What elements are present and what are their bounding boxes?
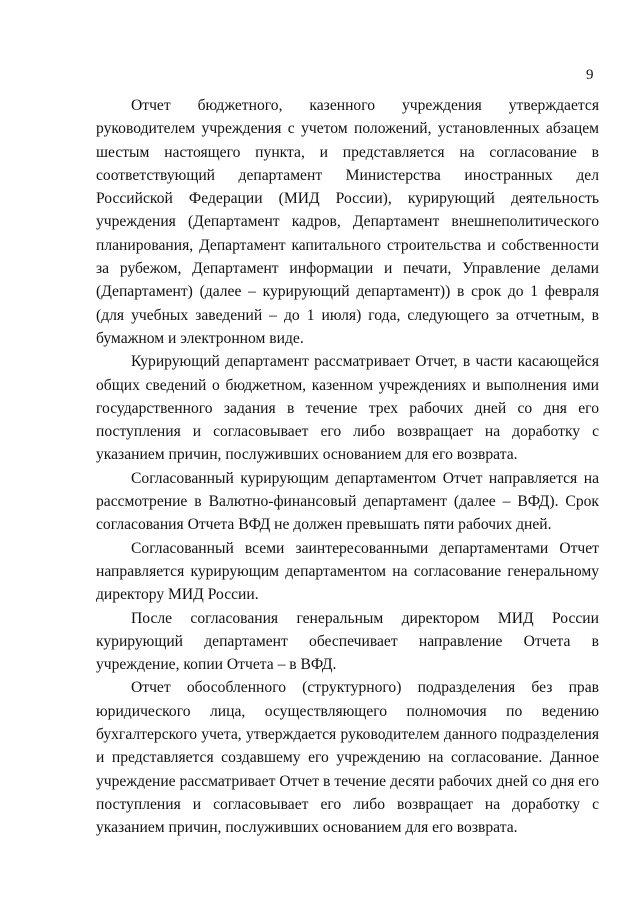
paragraph-report-delivery: После согласования генеральным директором МИД России курирующий департамент обеспечивает направление Отчета в учреждение, копии Отчета – в ВФД. [96,609,599,674]
paragraph-report-approval: Отчет бюджетного, казенного учреждения утверждается руководителем учреждения с учетом положений, установленных абзацем шестым настоящего пункта, и представляется на согласование в соответствующий департамент Министерства иностранных дел Российской Федерации (МИД России), курирующий деятельность учреждения (Департамент кадров, Департамент внешнеполитического планирования, Департамент капитального строительства и собственности за рубежом, Департамент информации и печати, Управление делами (Департамент) (далее – курирующий департамент)) в срок до 1 февраля (для учебных заведений – до 1 июля) года, следующего за отчетным, в бумажном и электронном виде. [96,97,599,347]
paragraph-subdivision-report: Отчет обособленного (структурного) подразделения без прав юридического лица, осуществляющего полномочия по ведению бухгалтерского учета, утверждается руководителем данного подразделения и представляется создавшему его учреждению на согласование. Данное учреждение рассматривает Отчет в течение десяти рабочих дней со дня его поступления и согласовывает его либо возвращает на доработку с указанием причин, послуживших основанием для его возврата. [96,679,599,837]
page-number: 9 [586,67,594,83]
document-body [96,94,599,840]
paragraph-vfd-review: Согласованный курирующим департаментом Отчет направляется на рассмотрение в Валютно-финансовый департамент (далее – ВФД). Срок согласования Отчета ВФД не должен превышать пяти рабочих дней. [96,469,599,534]
paragraph-director-approval: Согласованный всеми заинтересованными департаментами Отчет направляется курирующим департаментом на согласование генеральному директору МИД России. [96,539,599,604]
paragraph-department-review: Курирующий департамент рассматривает Отчет, в части касающейся общих сведений о бюджетном, казенном учреждениях и выполнения ими государственного задания в течение трех рабочих дней со дня его поступления и согласовывает его либо возвращает на доработку с указанием причин, послуживших основанием для его возврата. [96,353,599,464]
